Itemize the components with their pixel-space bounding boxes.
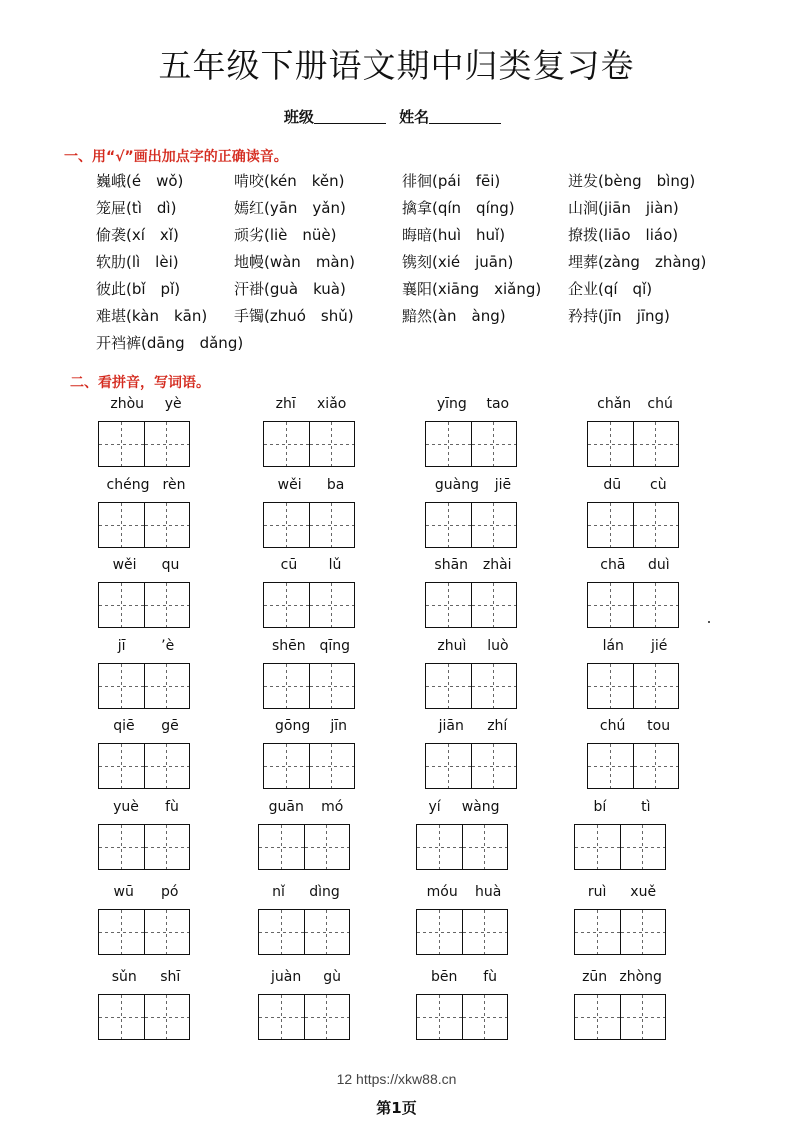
tianzige-square[interactable]	[305, 910, 350, 954]
tianzige-square[interactable]	[99, 995, 145, 1039]
writing-box[interactable]	[263, 502, 355, 548]
tianzige-square[interactable]	[310, 422, 355, 466]
word-cell	[98, 477, 194, 548]
word-cell	[98, 969, 194, 1040]
pronunciation-item[interactable]: 埋葬(zàng zhàng)	[568, 253, 707, 271]
tianzige-square[interactable]	[588, 503, 634, 547]
pinyin-label	[98, 884, 194, 906]
writing-box[interactable]	[425, 582, 517, 628]
tianzige-square[interactable]	[99, 910, 145, 954]
word-cell	[574, 969, 670, 1040]
writing-box[interactable]	[98, 909, 190, 955]
tianzige-square[interactable]	[472, 503, 517, 547]
item-row	[96, 251, 736, 278]
tianzige-square[interactable]	[264, 422, 310, 466]
pinyin-label	[587, 718, 683, 740]
word-cell	[258, 884, 354, 955]
pinyin-label	[587, 638, 683, 660]
tianzige-square[interactable]	[310, 744, 355, 788]
tianzige-square[interactable]	[463, 825, 508, 869]
pinyin-syllable: duì	[648, 557, 670, 573]
writing-box[interactable]	[258, 994, 350, 1040]
pronunciation-item[interactable]: 软肋(lì lèi)	[96, 253, 179, 271]
word-cell	[98, 557, 194, 628]
tianzige-square[interactable]	[621, 910, 666, 954]
pinyin-syllable: fù	[165, 799, 179, 815]
writing-box[interactable]	[98, 743, 190, 789]
pinyin-label	[425, 477, 521, 499]
section2-heading: 二、看拼音，写词语。	[70, 375, 210, 391]
pinyin-syllable: chéng	[106, 477, 150, 493]
tianzige-square[interactable]	[99, 825, 145, 869]
word-cell	[263, 557, 359, 628]
word-cell	[425, 557, 521, 628]
pinyin-syllable: rèn	[162, 477, 186, 493]
pinyin-label	[416, 969, 512, 991]
tianzige-square[interactable]	[426, 422, 472, 466]
pronunciation-item[interactable]: 啃咬(kén kěn)	[234, 172, 345, 190]
tianzige-square[interactable]	[145, 503, 190, 547]
pinyin-syllable: tì	[641, 799, 651, 815]
tianzige-square[interactable]	[426, 744, 472, 788]
pinyin-syllable: chǎn	[597, 396, 632, 412]
tianzige-square[interactable]	[99, 503, 145, 547]
tianzige-square[interactable]	[426, 664, 472, 708]
pinyin-syllable: wěi	[277, 477, 302, 493]
pinyin-label	[263, 557, 359, 579]
tianzige-square[interactable]	[259, 825, 305, 869]
writing-box[interactable]	[587, 663, 679, 709]
tianzige-square[interactable]	[145, 744, 190, 788]
word-cell	[587, 557, 683, 628]
pinyin-syllable: luò	[487, 638, 509, 654]
writing-box[interactable]	[263, 582, 355, 628]
tianzige-square[interactable]	[264, 583, 310, 627]
pronunciation-item[interactable]: 汗褂(guà kuà)	[234, 280, 346, 298]
pronunciation-item[interactable]: 徘徊(pái fēi)	[402, 172, 501, 190]
page-title: 五年级下册语文期中归类复习卷	[158, 46, 635, 85]
pinyin-label	[263, 638, 359, 660]
pinyin-label	[258, 799, 354, 821]
pinyin-syllable: zhòng	[619, 969, 662, 985]
pinyin-label	[425, 557, 521, 579]
pinyin-syllable: nǐ	[272, 884, 285, 900]
pinyin-syllable: chú	[647, 396, 673, 412]
tianzige-square[interactable]	[426, 503, 472, 547]
tianzige-square[interactable]	[472, 664, 517, 708]
pinyin-syllable: lán	[602, 638, 624, 654]
word-cell	[263, 477, 359, 548]
pinyin-syllable: zhòu	[110, 396, 145, 412]
pinyin-syllable: qīng	[319, 638, 351, 654]
pinyin-label	[263, 396, 359, 418]
word-cell	[416, 884, 512, 955]
word-cell	[263, 638, 359, 709]
scan-speck	[708, 621, 710, 623]
pinyin-syllable: shān	[434, 557, 469, 573]
tianzige-square[interactable]	[264, 664, 310, 708]
pronunciation-item[interactable]: 笼屉(tì dì)	[96, 199, 177, 217]
tianzige-square[interactable]	[463, 910, 508, 954]
tianzige-square[interactable]	[621, 825, 666, 869]
tianzige-square[interactable]	[575, 825, 621, 869]
name-label: 姓名	[399, 108, 430, 126]
pinyin-label	[574, 799, 670, 821]
tianzige-square[interactable]	[426, 583, 472, 627]
pinyin-label	[587, 557, 683, 579]
pinyin-syllable: chú	[599, 718, 626, 734]
pinyin-label	[98, 557, 194, 579]
item-row	[96, 332, 736, 359]
pronunciation-item[interactable]: 撩拨(liāo liáo)	[568, 226, 679, 244]
writing-box[interactable]	[258, 824, 350, 870]
tianzige-square[interactable]	[310, 503, 355, 547]
pinyin-label	[263, 477, 359, 499]
tianzige-square[interactable]	[264, 503, 310, 547]
writing-box[interactable]	[263, 663, 355, 709]
pinyin-syllable: ’è	[161, 638, 175, 654]
pinyin-label	[98, 799, 194, 821]
pinyin-syllable: mó	[321, 799, 344, 815]
tianzige-square[interactable]	[634, 664, 679, 708]
tianzige-square[interactable]	[472, 583, 517, 627]
pinyin-syllable: dū	[603, 477, 622, 493]
pinyin-syllable: cū	[280, 557, 298, 573]
class-blank[interactable]	[314, 109, 386, 124]
word-cell	[587, 718, 683, 789]
pinyin-syllable: yí	[428, 799, 441, 815]
tianzige-square[interactable]	[588, 664, 634, 708]
word-cell	[98, 884, 194, 955]
writing-box[interactable]	[587, 421, 679, 467]
writing-grid	[0, 396, 793, 1056]
tianzige-square[interactable]	[305, 825, 350, 869]
tianzige-square[interactable]	[99, 664, 145, 708]
pronunciation-item[interactable]: 手镯(zhuó shǔ)	[234, 307, 354, 325]
pinyin-syllable: zūn	[582, 969, 608, 985]
tianzige-square[interactable]	[145, 825, 190, 869]
pronunciation-item[interactable]: 迸发(bèng bìng)	[568, 172, 696, 190]
word-cell	[416, 799, 512, 870]
pinyin-syllable: shēn	[271, 638, 306, 654]
word-cell	[263, 396, 359, 467]
word-cell	[98, 638, 194, 709]
pronunciation-item[interactable]: 彼此(bǐ pǐ)	[96, 280, 181, 298]
pinyin-syllable: sǔn	[111, 969, 137, 985]
footer-url[interactable]: 12 https://xkw88.cn	[336, 1071, 457, 1087]
tianzige-square[interactable]	[634, 583, 679, 627]
pinyin-syllable: gù	[323, 969, 341, 985]
section1-heading: 一、用“√”画出加点字的正确读音。	[64, 149, 288, 165]
pinyin-syllable: jié	[651, 638, 668, 654]
pinyin-syllable: zhī	[275, 396, 296, 412]
pinyin-label	[98, 969, 194, 991]
tianzige-square[interactable]	[472, 422, 517, 466]
tianzige-square[interactable]	[145, 664, 190, 708]
tianzige-square[interactable]	[634, 422, 679, 466]
item-row	[96, 224, 736, 251]
writing-box[interactable]	[425, 743, 517, 789]
pinyin-label	[98, 477, 194, 499]
tianzige-square[interactable]	[259, 995, 305, 1039]
pinyin-label	[416, 799, 512, 821]
tianzige-square[interactable]	[99, 422, 145, 466]
writing-box[interactable]	[425, 502, 517, 548]
pinyin-syllable: ba	[326, 477, 345, 493]
pronunciation-item[interactable]: 难堪(kàn kān)	[96, 307, 208, 325]
pronunciation-item[interactable]: 黯然(àn àng)	[402, 307, 506, 325]
word-cell	[574, 884, 670, 955]
word-cell	[258, 969, 354, 1040]
pronunciation-item[interactable]: 巍峨(é wǒ)	[96, 172, 184, 190]
pinyin-label	[258, 884, 354, 906]
pinyin-syllable: gē	[161, 718, 179, 734]
tianzige-square[interactable]	[588, 422, 634, 466]
writing-box[interactable]	[258, 909, 350, 955]
word-cell	[98, 718, 194, 789]
pronunciation-item[interactable]: 企业(qí qǐ)	[568, 280, 653, 298]
pronunciation-item[interactable]: 襄阳(xiāng xiǎng)	[402, 280, 542, 298]
writing-box[interactable]	[587, 582, 679, 628]
pronunciation-item[interactable]: 矜持(jīn jīng)	[568, 307, 670, 325]
tianzige-square[interactable]	[417, 825, 463, 869]
tianzige-square[interactable]	[99, 744, 145, 788]
pinyin-syllable: zhí	[487, 718, 508, 734]
word-cell	[98, 799, 194, 870]
pinyin-syllable: jiē	[494, 477, 512, 493]
pronunciation-item[interactable]: 镌刻(xié juān)	[402, 253, 514, 271]
pinyin-syllable: móu	[426, 884, 458, 900]
pronunciation-item[interactable]: 山涧(jiān jiàn)	[568, 199, 679, 217]
item-row	[96, 170, 736, 197]
tianzige-square[interactable]	[264, 744, 310, 788]
pinyin-syllable: bēn	[430, 969, 458, 985]
page-number: 第1页	[376, 1099, 417, 1117]
word-cell	[258, 799, 354, 870]
pinyin-syllable: cù	[650, 477, 667, 493]
pinyin-label	[98, 638, 194, 660]
item-row	[96, 278, 736, 305]
item-row	[96, 305, 736, 332]
writing-box[interactable]	[98, 502, 190, 548]
pinyin-syllable: lǔ	[328, 557, 342, 573]
writing-box[interactable]	[425, 663, 517, 709]
pronunciation-item[interactable]: 地幔(wàn màn)	[234, 253, 355, 271]
tianzige-square[interactable]	[575, 910, 621, 954]
tianzige-square[interactable]	[575, 995, 621, 1039]
tianzige-square[interactable]	[621, 995, 666, 1039]
tianzige-square[interactable]	[588, 744, 634, 788]
pinyin-syllable: pó	[160, 884, 179, 900]
pinyin-syllable: ruì	[587, 884, 607, 900]
tianzige-square[interactable]	[634, 744, 679, 788]
name-bar	[0, 106, 793, 127]
pinyin-syllable: zhuì	[437, 638, 467, 654]
pinyin-syllable: chā	[600, 557, 626, 573]
pinyin-label	[574, 969, 670, 991]
writing-box[interactable]	[574, 994, 666, 1040]
writing-box[interactable]	[98, 421, 190, 467]
pronunciation-item[interactable]: 晦暗(huì huǐ)	[402, 226, 506, 244]
tianzige-square[interactable]	[99, 583, 145, 627]
writing-box[interactable]	[98, 994, 190, 1040]
pinyin-syllable: xiǎo	[317, 396, 347, 412]
pinyin-syllable: dìng	[309, 884, 340, 900]
pinyin-syllable: guān	[268, 799, 304, 815]
class-label: 班级	[283, 108, 314, 126]
word-cell	[574, 799, 670, 870]
tianzige-square[interactable]	[634, 503, 679, 547]
pinyin-label	[98, 396, 194, 418]
writing-box[interactable]	[98, 663, 190, 709]
pinyin-syllable: bí	[593, 799, 607, 815]
writing-box[interactable]	[416, 909, 508, 955]
tianzige-square[interactable]	[145, 995, 190, 1039]
word-cell	[425, 638, 521, 709]
word-cell	[425, 477, 521, 548]
pinyin-syllable: huà	[475, 884, 502, 900]
pinyin-syllable: jī	[117, 638, 126, 654]
pinyin-syllable: tou	[647, 718, 671, 734]
pinyin-label	[587, 477, 683, 499]
pinyin-syllable: zhài	[482, 557, 512, 573]
writing-box[interactable]	[587, 502, 679, 548]
pinyin-label	[425, 718, 521, 740]
name-blank[interactable]	[429, 109, 501, 124]
pinyin-syllable: jiān	[438, 718, 464, 734]
word-cell	[425, 718, 521, 789]
pinyin-label	[98, 718, 194, 740]
pinyin-syllable: tao	[486, 396, 510, 412]
writing-box[interactable]	[587, 743, 679, 789]
tianzige-square[interactable]	[310, 583, 355, 627]
tianzige-square[interactable]	[310, 664, 355, 708]
word-cell	[587, 396, 683, 467]
writing-box[interactable]	[98, 582, 190, 628]
writing-box[interactable]	[416, 994, 508, 1040]
pinyin-syllable: wàng	[461, 799, 500, 815]
pronunciation-item[interactable]: 嫣红(yān yǎn)	[234, 199, 346, 217]
pinyin-syllable: shī	[160, 969, 181, 985]
word-cell	[263, 718, 359, 789]
pinyin-label	[263, 718, 359, 740]
item-row	[96, 197, 736, 224]
pinyin-syllable: yè	[164, 396, 182, 412]
word-cell	[587, 477, 683, 548]
writing-box[interactable]	[425, 421, 517, 467]
word-cell	[425, 396, 521, 467]
pinyin-syllable: jīn	[330, 718, 347, 734]
tianzige-square[interactable]	[463, 995, 508, 1039]
pinyin-syllable: gōng	[275, 718, 311, 734]
pinyin-label	[425, 396, 521, 418]
tianzige-square[interactable]	[145, 910, 190, 954]
writing-box[interactable]	[574, 824, 666, 870]
pronunciation-item[interactable]: 擒拿(qín qíng)	[402, 199, 515, 217]
pinyin-syllable: xuě	[630, 884, 657, 900]
pinyin-label	[258, 969, 354, 991]
pinyin-syllable: guàng	[434, 477, 479, 493]
writing-box[interactable]	[416, 824, 508, 870]
pinyin-syllable: qiē	[113, 718, 135, 734]
pinyin-syllable: juàn	[271, 969, 302, 985]
pinyin-syllable: fù	[483, 969, 498, 985]
pronunciation-item[interactable]: 顽劣(liè nüè)	[234, 226, 337, 244]
pinyin-syllable: wěi	[112, 557, 137, 573]
word-cell	[98, 396, 194, 467]
tianzige-square[interactable]	[472, 744, 517, 788]
pinyin-label	[587, 396, 683, 418]
pronunciation-item[interactable]: 偷袭(xí xǐ)	[96, 226, 179, 244]
writing-box[interactable]	[263, 421, 355, 467]
tianzige-square[interactable]	[145, 422, 190, 466]
pinyin-syllable: yīng	[436, 396, 467, 412]
pronunciation-item[interactable]: 开裆裤(dāng dǎng)	[96, 334, 244, 352]
tianzige-square[interactable]	[145, 583, 190, 627]
pinyin-syllable: qu	[161, 557, 180, 573]
pinyin-syllable: wū	[113, 884, 134, 900]
pinyin-syllable: yuè	[113, 799, 139, 815]
tianzige-square[interactable]	[305, 995, 350, 1039]
tianzige-square[interactable]	[588, 583, 634, 627]
writing-box[interactable]	[98, 824, 190, 870]
word-cell	[587, 638, 683, 709]
writing-box[interactable]	[263, 743, 355, 789]
writing-box[interactable]	[574, 909, 666, 955]
pinyin-label	[574, 884, 670, 906]
tianzige-square[interactable]	[259, 910, 305, 954]
pinyin-label	[416, 884, 512, 906]
pronunciation-items	[96, 170, 736, 359]
tianzige-square[interactable]	[417, 910, 463, 954]
tianzige-square[interactable]	[417, 995, 463, 1039]
word-cell	[416, 969, 512, 1040]
pinyin-label	[425, 638, 521, 660]
